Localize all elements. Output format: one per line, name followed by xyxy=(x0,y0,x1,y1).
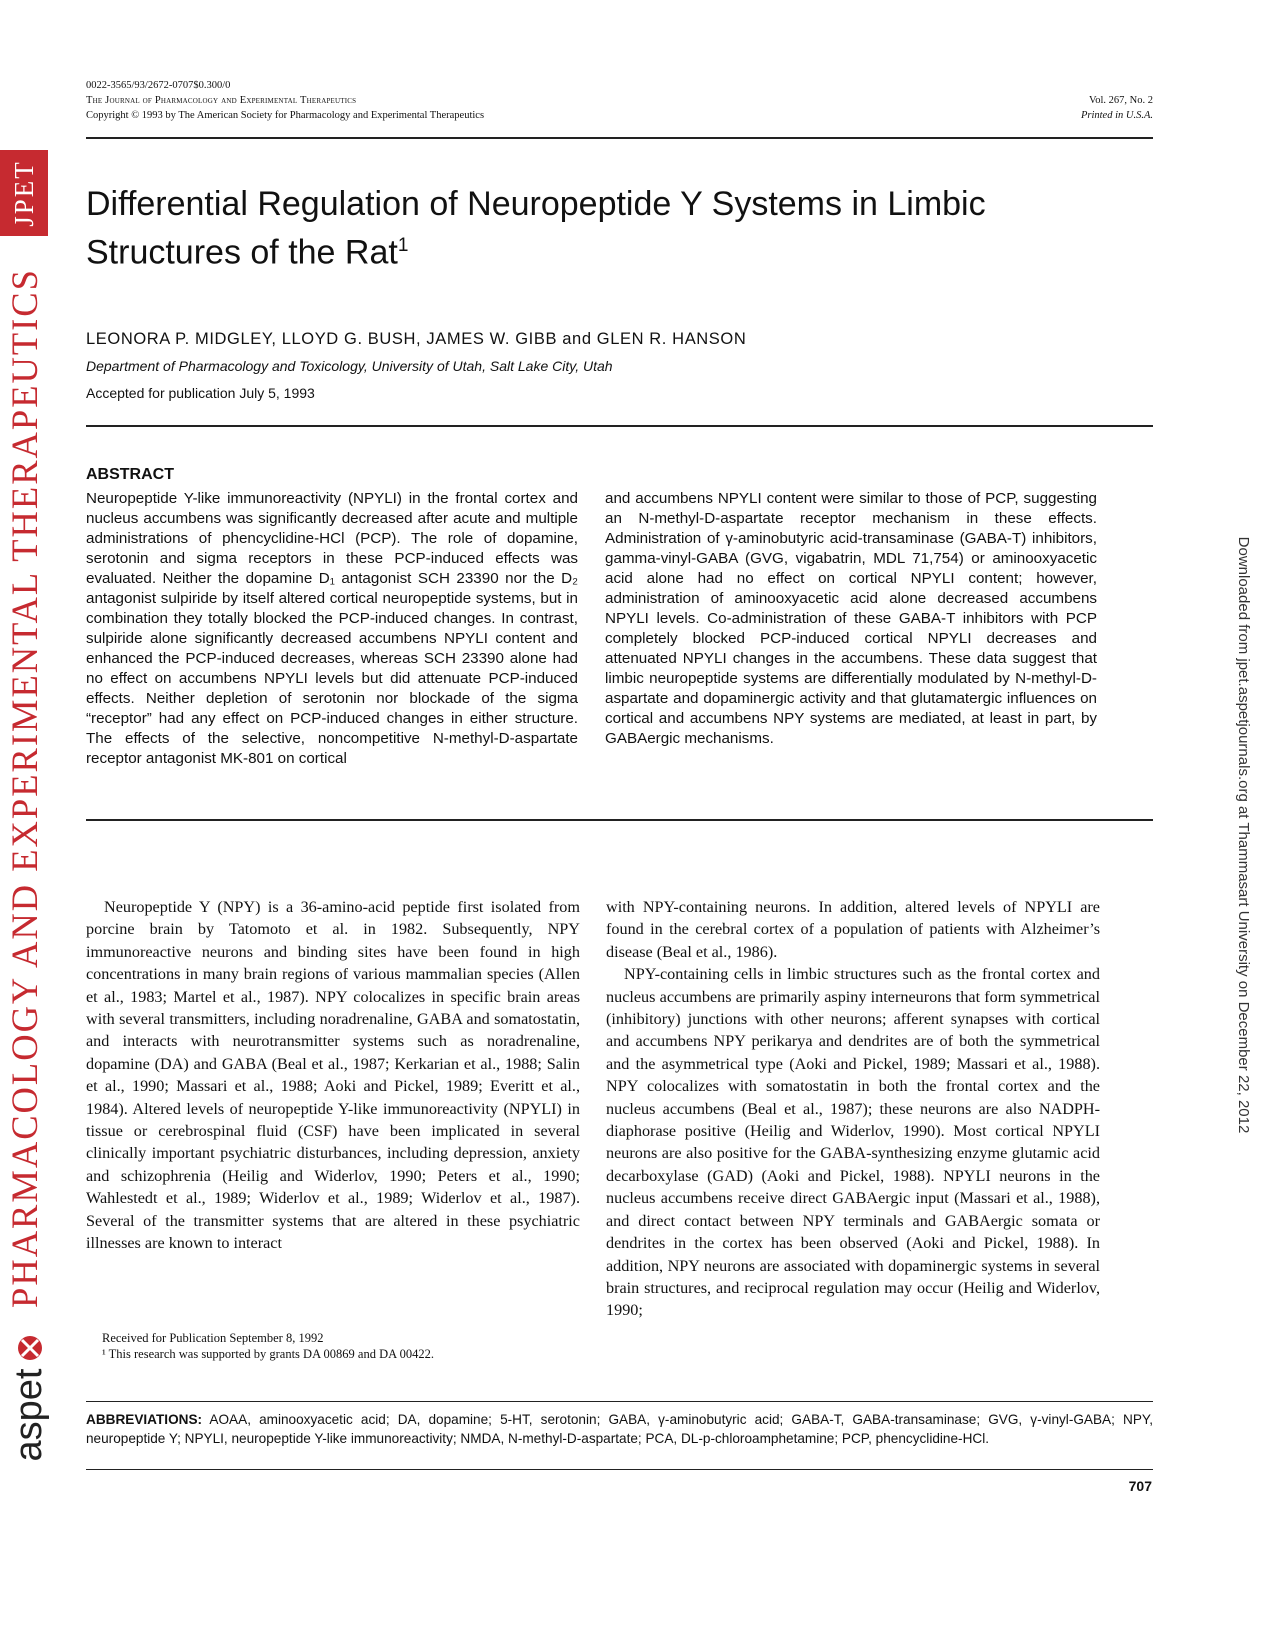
title-footnote-mark: 1 xyxy=(397,235,409,256)
body-right-column xyxy=(606,896,1100,1322)
abbreviations xyxy=(86,1410,1153,1448)
abbreviations-label: ABBREVIATIONS: xyxy=(86,1412,203,1427)
printed-in: Printed in U.S.A. xyxy=(1080,110,1153,121)
accepted-date: Accepted for publication July 5, 1993 xyxy=(86,385,315,401)
abbrev-bottom-rule xyxy=(86,1469,1153,1470)
abbrev-top-rule xyxy=(86,1401,1153,1402)
header-rule xyxy=(86,137,1153,139)
received-note: Received for Publication September 8, 1992 xyxy=(102,1331,324,1345)
affiliation: Department of Pharmacology and Toxicology, University of Utah, Salt Lake City, Utah xyxy=(86,358,613,374)
abstract-rule xyxy=(86,819,1153,821)
sidebar-journal-title: PHARMACOLOGY AND EXPERIMENTAL THERAPEUTICS xyxy=(3,268,45,1308)
page-number: 707 xyxy=(1128,1478,1152,1494)
body-left-column: Neuropeptide Y (NPY) is a 36-amino-acid peptide first isolated from porcine brain by Tatomoto et al. in 1982. Subsequently, NPY immunoreactive neurons and binding sites have been found in high concentrations in many brain regions of various mammalian species (Allen et al., 1983; Martel et al., 1987). NPY colocalizes in specific brain areas with several transmitters, including noradrenaline, GABA and somatostatin, and interacts with neurotransmitter systems such as noradrenaline, dopamine (DA) and GABA (Beal et al., 1987; Kerkarian et al., 1988; Salin et al., 1990; Massari et al., 1988; Aoki and Pickel, 1989; Everitt et al., 1984). Altered levels of neuropeptide Y-like immunoreactivity (NPYLI) in tissue or cerebrospinal fluid (CSF) have been implicated in several clinically important psychiatric disturbances, including depression, anxiety and schizophrenia (Heilig and Widerlov, 1990; Peters et al., 1990; Wahlestedt et al., 1989; Widerlov et al., 1989; Widerlov et al., 1987). Several of the transmitter systems that are altered in these psychiatric illnesses are known to interact xyxy=(86,898,580,1253)
abstract-heading: ABSTRACT xyxy=(86,466,174,483)
aspet-logo-icon xyxy=(6,1330,50,1480)
body-paragraph: NPY-containing cells in limbic structures such as the frontal cortex and nucleus accumbens are primarily aspiny interneurons that form symmetrical (inhibitory) junctions with other neurons; afferent synapses with cortical and accumbens NPY perikarya and dendrites are of both the symmetrical and the asymmetrical type (Aoki and Pickel, 1989; Massari et al., 1988). NPY colocalizes with somatostatin in both the frontal cortex and the nucleus accumbens (Beal et al., 1987); these neurons are also NADPH-diaphorase positive (Heilig and Widerlov, 1990). Most cortical NPYLI neurons are also positive for the GABA-synthesizing enzyme glutamic acid decarboxylase (GAD) (Aoki and Pickel, 1988). NPYLI neurons in the nucleus accumbens receive direct GABAergic input (Massari et al., 1988), and direct contact between NPY terminals and GABAergic somata or dendrites in the cortex has been observed (Aoki and Pickel, 1988). In addition, NPY neurons are associated with dopaminergic systems in several brain structures, and reciprocal regulation may occur (Heilig and Widerlov, 1990; xyxy=(606,965,1100,1320)
abstract-left-column: Neuropeptide Y-like immunoreactivity (NPYLI) in the frontal cortex and nucleus accumbens was significantly decreased after acute and multiple administrations of phencyclidine-HCl (PCP). The role of dopamine, serotonin and sigma receptors in these PCP-induced effects was evaluated. Neither the dopamine D₁ antagonist SCH 23390 nor the D₂ antagonist sulpiride by itself altered cortical neuropeptide systems, but in combination they totally blocked the PCP-induced changes. In contrast, sulpiride alone significantly decreased accumbens NPYLI content and enhanced the PCP-induced decreases, whereas SCH 23390 alone had no effect on accumbens NPYLI levels but did attenuate PCP-induced effects. Neither depletion of serotonin nor blockade of the sigma “receptor” had any effect on PCP-induced changes in either structure. The effects of the selective, noncompetitive N-methyl-D-aspartate receptor antagonist MK-801 on cortical xyxy=(86,490,578,767)
journal-header xyxy=(86,78,484,123)
footnotes xyxy=(102,1330,572,1362)
jpet-badge-text: JPET xyxy=(8,159,39,227)
journal-name: The Journal of Pharmacology and Experimental Therapeutics xyxy=(86,95,357,106)
article-title-text: Differential Regulation of Neuropeptide Y Systems in Limbic Structures of the Rat xyxy=(86,185,986,272)
abstract-right-column: and accumbens NPYLI content were similar to those of PCP, suggesting an N-methyl-D-aspartate receptor mechanism in these effects. Administration of γ-aminobutyric acid-transaminase (GABA-T) inhibitors, gamma-vinyl-GABA (GVG, vigabatrin, MDL 71,754) or aminooxyacetic acid alone had no effect on cortical NPYLI content; however, administration of aminooxyacetic acid alone decreased accumbens NPYLI levels. Co-administration of these GABA-T inhibitors with PCP completely blocked PCP-induced cortical NPYLI decreases and attenuated NPYLI changes in the accumbens. These data suggest that limbic neuropeptide systems are differentially modulated by N-methyl-D-aspartate and dopaminergic activity and that glutamatergic influences on cortical and accumbens NPY systems are mediated, at least in part, by GABAergic mechanisms. xyxy=(605,490,1097,747)
article-code: 0022-3565/93/2672-0707$0.300/0 xyxy=(86,80,231,91)
funding-note: ¹ This research was supported by grants DA 00869 and DA 00422. xyxy=(102,1347,434,1361)
volume-info xyxy=(900,93,1153,123)
abbreviations-text: AOAA, aminooxyacetic acid; DA, dopamine; 5-HT, serotonin; GABA, γ-aminobutyric acid; GABA-T, GABA-transaminase; GVG, γ-vinyl-GABA; NPY, neuropeptide Y; NPYLI, neuropeptide Y-like immunoreactivity; NMDA, N-methyl-D-aspartate; PCA, DL-p-chloroamphetamine; PCP, phencyclidine-HCl. xyxy=(86,1412,1153,1446)
svg-text:aspet: aspet xyxy=(8,1368,50,1462)
download-notice: Downloaded from jpet.aspetjournals.org at Thammasart University on December 22, 2012 xyxy=(1235,536,1253,1134)
article-title xyxy=(86,184,1086,273)
copyright-line: Copyright © 1993 by The American Society for Pharmacology and Experimental Therapeutics xyxy=(86,110,485,121)
body-paragraph: with NPY-containing neurons. In addition, altered levels of NPYLI are found in the cerebral cortex of a population of patients with Alzheimer’s disease (Beal et al., 1986). xyxy=(606,898,1100,961)
author-list: LEONORA P. MIDGLEY, LLOYD G. BUSH, JAMES W. GIBB and GLEN R. HANSON xyxy=(86,330,747,348)
volume-number: Vol. 267, No. 2 xyxy=(1089,95,1153,106)
title-rule xyxy=(86,425,1153,427)
